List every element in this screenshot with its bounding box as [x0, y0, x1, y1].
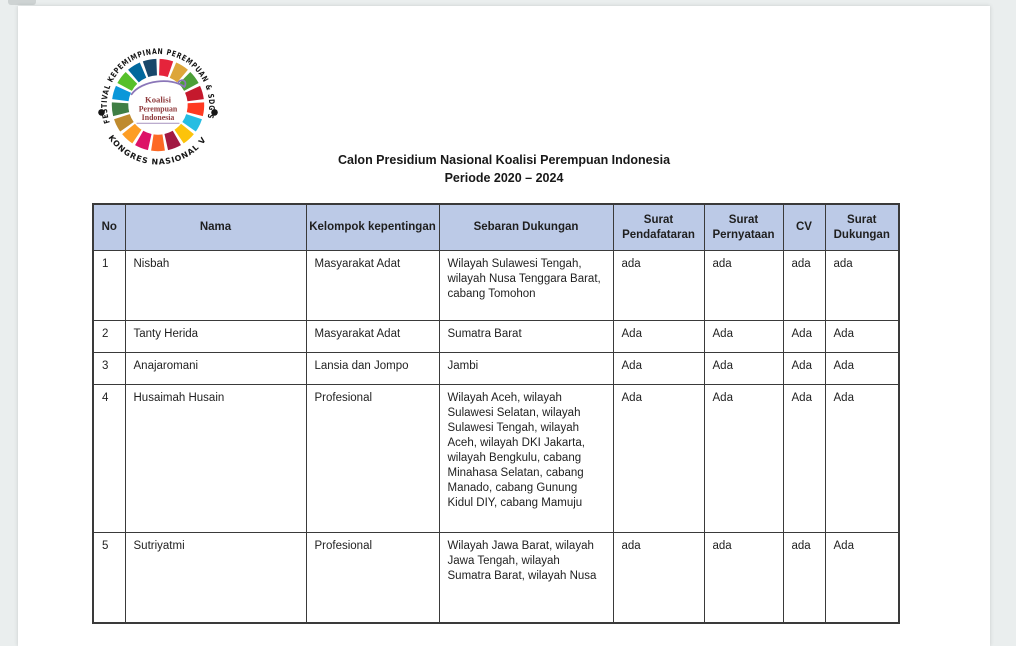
cell-cv: Ada	[783, 321, 825, 353]
cell-surat-pendafataran: ada	[613, 533, 704, 623]
logo-center-line3: Indonesia	[141, 112, 175, 122]
cell-surat-pernyataan: Ada	[704, 385, 783, 533]
cell-kelompok: Masyarakat Adat	[306, 321, 439, 353]
logo-arc-bottom-text: KONGRES NASIONAL V	[106, 133, 209, 167]
cell-sebaran: Wilayah Sulawesi Tengah, wilayah Nusa Tenggara Barat, cabang Tomohon	[439, 251, 613, 321]
column-header-surat-pendafataran: Surat Pendafataran	[613, 204, 704, 251]
cell-nama: Tanty Herida	[125, 321, 306, 353]
table-row	[93, 251, 899, 321]
table-row	[93, 353, 899, 385]
cell-nama: Anajaromani	[125, 353, 306, 385]
cell-surat-pernyataan: Ada	[704, 353, 783, 385]
cell-surat-dukungan: Ada	[825, 353, 899, 385]
logo-center-line1: Koalisi	[145, 94, 171, 105]
logo-microtext-line	[137, 123, 180, 124]
cell-kelompok: Profesional	[306, 385, 439, 533]
cell-surat-pendafataran: Ada	[613, 321, 704, 353]
cell-kelompok: Lansia dan Jompo	[306, 353, 439, 385]
logo-arc-top-text: FESTIVAL KEPEMIMPINAN PEREMPUAN & SDG'S	[99, 46, 217, 125]
table-row	[93, 385, 899, 533]
cell-surat-pernyataan: ada	[704, 533, 783, 623]
logo-swoosh	[132, 80, 186, 94]
cell-surat-dukungan: Ada	[825, 533, 899, 623]
column-header-kelompok-kepentingan: Kelompok kepentingan	[306, 204, 439, 251]
document-title	[18, 152, 990, 187]
cell-nama: Sutriyatmi	[125, 533, 306, 623]
cell-surat-dukungan: ada	[825, 251, 899, 321]
cell-no: 4	[93, 385, 125, 533]
cell-surat-pendafataran: ada	[613, 251, 704, 321]
sdg-wheel-segment	[143, 59, 157, 77]
cell-surat-pendafataran: Ada	[613, 385, 704, 533]
sdg-wheel-segment	[187, 102, 204, 116]
column-header-nama: Nama	[125, 204, 306, 251]
title-line-2: Periode 2020 – 2024	[444, 170, 564, 185]
cell-sebaran: Wilayah Jawa Barat, wilayah Jawa Tengah, wilayah Sumatra Barat, wilayah Nusa	[439, 533, 613, 623]
column-header-no: No	[93, 204, 125, 251]
title-line-1: Calon Presidium Nasional Koalisi Perempuan Indonesia	[337, 153, 671, 167]
cell-surat-pendafataran: Ada	[613, 353, 704, 385]
logo-right-dot	[211, 109, 218, 116]
cell-nama: Nisbah	[125, 251, 306, 321]
sdg-wheel-segment	[112, 102, 129, 116]
cell-kelompok: Masyarakat Adat	[306, 251, 439, 321]
cell-cv: Ada	[783, 353, 825, 385]
cell-sebaran: Sumatra Barat	[439, 321, 613, 353]
cell-sebaran: Wilayah Aceh, wilayah Sulawesi Selatan, wilayah Sulawesi Tengah, wilayah Aceh, wilayah DKI Jakarta, wilayah Bengkulu, cabang Minahasa Selatan, cabang Manado, cabang Gunung Kidul DIY, cabang Mamuju	[439, 385, 613, 533]
cell-surat-dukungan: Ada	[825, 385, 899, 533]
sdg-wheel-segment	[159, 59, 173, 77]
cell-cv: ada	[783, 533, 825, 623]
candidates-table	[92, 203, 900, 624]
cell-cv: Ada	[783, 385, 825, 533]
logo-center-line2: Perempuan	[138, 104, 178, 114]
cell-surat-pernyataan: ada	[704, 251, 783, 321]
table-row	[93, 533, 899, 623]
cell-no: 2	[93, 321, 125, 353]
cell-no: 5	[93, 533, 125, 623]
cell-nama: Husaimah Husain	[125, 385, 306, 533]
column-header-sebaran-dukungan: Sebaran Dukungan	[439, 204, 613, 251]
column-header-cv: CV	[783, 204, 825, 251]
logo-left-dot	[98, 109, 105, 116]
cell-kelompok: Profesional	[306, 533, 439, 623]
cell-surat-pernyataan: Ada	[704, 321, 783, 353]
sdg-wheel-segment	[151, 134, 165, 151]
table-row	[93, 321, 899, 353]
cell-no: 1	[93, 251, 125, 321]
cell-no: 3	[93, 353, 125, 385]
cell-surat-dukungan: Ada	[825, 321, 899, 353]
column-header-surat-dukungan: Surat Dukungan	[825, 204, 899, 251]
cell-cv: ada	[783, 251, 825, 321]
column-header-surat-pernyataan: Surat Pernyataan	[704, 204, 783, 251]
document-page	[18, 6, 990, 646]
window-chrome-fragment	[8, 0, 36, 5]
cell-sebaran: Jambi	[439, 353, 613, 385]
table-header-row	[93, 204, 899, 251]
